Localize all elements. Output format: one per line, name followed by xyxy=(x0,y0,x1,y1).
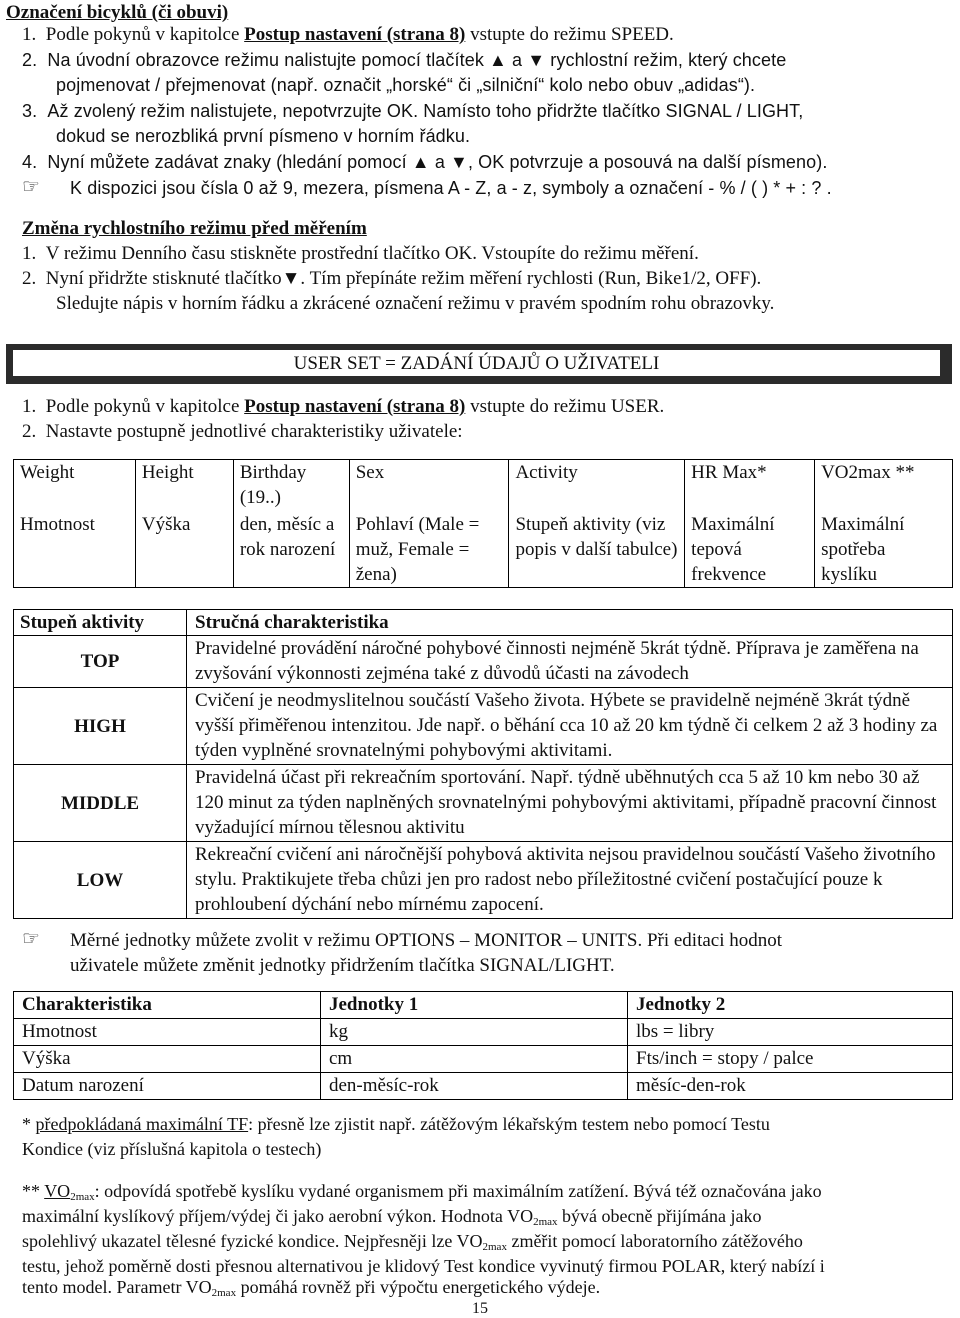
pointing-hand-icon: ☞ xyxy=(22,176,40,198)
pointing-hand-icon: ☞ xyxy=(22,928,40,950)
footnote-vo2max-line-4: testu, jehož poměrně dosti přesnou alternativou je klidový Test kondice vyvinutý firmou POLAR, který nabízí i xyxy=(22,1256,825,1276)
table-cell: Hmotnost xyxy=(14,512,136,588)
table-cell: VO2max ** xyxy=(815,460,953,513)
step-1: 1. Podle pokynů v kapitolce Postup nastavení (strana 8) vstupte do režimu SPEED. xyxy=(22,24,674,45)
speed-step-1: 1. V režimu Denního času stiskněte prostřední tlačítko OK. Vstoupíte do režimu měření. xyxy=(22,243,699,264)
level-description: Cvičení je neodmyslitelnou součástí Vašeho života. Hýbete se pravidelně nejméně 3krát týdně vyšší přiměřenou intenzitou. Jde např. o běhání cca 10 až 20 km týdně či celkem 2 až 3 hodiny za týden vyplněné srovnatelnými pohybovými aktivitami. xyxy=(187,688,953,765)
table-row xyxy=(14,765,953,842)
step-4: 4. Nyní můžete zadávat znaky (hledání pomocí ▲ a ▼, OK potvrzuje a posouvá na další písmeno). xyxy=(22,152,828,172)
footnote-hr-max: * předpokládaná maximální TF: přesně lze zjistit např. zátěžovým lékařským testem nebo pomocí Testu xyxy=(22,1114,770,1134)
table-row xyxy=(14,460,953,513)
table-cell: měsíc-den-rok xyxy=(628,1073,953,1100)
activity-levels-table xyxy=(13,609,953,919)
table-cell: Maximální tepová frekvence xyxy=(685,512,815,588)
table-cell: Maximální spotřeba kyslíku xyxy=(815,512,953,588)
level-label: LOW xyxy=(14,842,187,919)
banner-title: USER SET = ZADÁNÍ ÚDAJŮ O UŽIVATELI xyxy=(293,353,660,374)
step-3-cont: dokud se nerozbliká první písmeno v horním řádku. xyxy=(56,126,471,146)
level-label: TOP xyxy=(14,636,187,688)
table-header-row xyxy=(14,992,953,1019)
table-cell: Fts/inch = stopy / palce xyxy=(628,1046,953,1073)
table-row xyxy=(14,1046,953,1073)
table-row xyxy=(14,636,953,688)
speed-step-2: 2. Nyní přidržte stisknuté tlačítko▼. Tím přepínáte režim měření rychlosti (Run, Bike1/2, OFF). xyxy=(22,268,762,289)
table-header-row xyxy=(14,610,953,636)
link-postup-nastaveni-2[interactable]: Postup nastavení (strana 8) xyxy=(244,396,466,417)
step-2-cont: pojmenovat / přejmenovat (např. označit „horské“ či „silniční“ kolo nebo obuv „adidas“). xyxy=(56,75,756,95)
footnote-vo2max-line-5: tento model. Parametr $VO_{2max}$ pomáhá rovněž při výpočtu energetického výdeje. xyxy=(22,1277,601,1299)
table-row xyxy=(14,1019,953,1046)
table-cell: Height xyxy=(135,460,233,513)
column-header-description: Stručná charakteristika xyxy=(187,610,953,636)
table-cell: Activity xyxy=(509,460,685,513)
table-row xyxy=(14,842,953,919)
speed-step-2-cont: Sledujte nápis v horním řádku a zkrácené označení režimu v pravém spodním rohu obrazovky. xyxy=(56,293,775,314)
level-description: Pravidelné provádění náročné pohybové činnosti nejméně 5krát týdně. Příprava je zaměřena na zvyšování výkonnosti zejména také z důvodů účasti na závodech xyxy=(187,636,953,688)
user-characteristics-table xyxy=(13,459,953,588)
page-number: 15 xyxy=(472,1300,488,1317)
step-2: 2. Na úvodní obrazovce režimu nalistujte pomocí tlačítek ▲ a ▼ rychlostní režim, který chcete xyxy=(22,50,787,70)
units-tip-line-2: uživatele můžete změnit jednotky přidržením tlačítka SIGNAL/LIGHT. xyxy=(70,955,615,976)
units-table xyxy=(13,991,953,1100)
section-title-speed-mode: Změna rychlostního režimu před měřením xyxy=(22,218,367,239)
link-postup-nastaveni[interactable]: Postup nastavení (strana 8) xyxy=(244,24,466,45)
footnote-vo2max-line-2: maximální kyslíkový příjem/výdej či jako aerobní výkon. Hodnota $VO_{2max}$ bývá obecně přijímána jako xyxy=(22,1206,762,1228)
table-row xyxy=(14,1073,953,1100)
table-cell: Birthday (19..) xyxy=(233,460,349,513)
table-cell: kg xyxy=(321,1019,628,1046)
table-cell: den, měsíc a rok narození xyxy=(233,512,349,588)
column-header-level: Stupeň aktivity xyxy=(14,610,187,636)
step-3: 3. Až zvolený režim nalistujete, nepotvrzujte OK. Namísto toho přidržte tlačítko SIGNAL / LIGHT, xyxy=(22,101,804,121)
column-header: Jednotky 1 xyxy=(321,992,628,1019)
table-row xyxy=(14,512,953,588)
table-row xyxy=(14,688,953,765)
table-cell: cm xyxy=(321,1046,628,1073)
section-title-bike-naming: Označení bicyklů (či obuvi) xyxy=(6,2,229,23)
column-header: Jednotky 2 xyxy=(628,992,953,1019)
table-cell: Sex xyxy=(349,460,509,513)
table-cell: Pohlaví (Male = muž, Female = žena) xyxy=(349,512,509,588)
units-tip-line-1: Měrné jednotky můžete zvolit v režimu OPTIONS – MONITOR – UNITS. Při editaci hodnot xyxy=(70,930,783,951)
level-description: Rekreační cvičení ani náročnější pohybová aktivita nejsou pravidelnou součástí Vašeho životního stylu. Praktikujete třeba chůzi jen pro radost nebo příležitostné cvičení postačující pouze k prohloubení dýchání nebo mírnému zapocení. xyxy=(187,842,953,919)
table-cell: Weight xyxy=(14,460,136,513)
table-cell: Výška xyxy=(135,512,233,588)
table-cell: Stupeň aktivity (viz popis v další tabulce) xyxy=(509,512,685,588)
user-set-banner xyxy=(6,344,952,384)
level-label: HIGH xyxy=(14,688,187,765)
table-cell: den-měsíc-rok xyxy=(321,1073,628,1100)
table-cell: Datum narození xyxy=(14,1073,321,1100)
table-cell: Hmotnost xyxy=(14,1019,321,1046)
level-label: MIDDLE xyxy=(14,765,187,842)
table-cell: lbs = libry xyxy=(628,1019,953,1046)
column-header: Charakteristika xyxy=(14,992,321,1019)
footnote-hr-max-cont: Kondice (viz příslušná kapitola o testech) xyxy=(22,1139,322,1159)
table-cell: Výška xyxy=(14,1046,321,1073)
footnote-vo2max: ** $VO_{2max}$: odpovídá spotřebě kyslíku vydané organismem při maximálním zatížení. Bývá též označována jako xyxy=(22,1181,822,1203)
user-step-1: 1. Podle pokynů v kapitolce Postup nastavení (strana 8) vstupte do režimu USER. xyxy=(22,396,665,417)
table-cell: HR Max* xyxy=(685,460,815,513)
user-step-2: 2. Nastavte postupně jednotlivé charakteristiky uživatele: xyxy=(22,421,463,442)
footnote-vo2max-line-3: spolehlivý ukazatel tělesné fyzické kondice. Nejpřesněji lze $VO_{2max}$ změřit pomocí laboratorního zátěžového xyxy=(22,1231,803,1253)
level-description: Pravidelná účast při rekreačním sportování. Např. týdně uběhnutých cca 5 až 10 km nebo 30 až 120 minut za týden naplněných srovnatelnými pohybovými aktivitami, případně pracovní činnost vyžadující mírnou tělesnou aktivitu xyxy=(187,765,953,842)
tip-characters: K dispozici jsou čísla 0 až 9, mezera, písmena A - Z, a - z, symboly a označení - % / ( ) * + : ? . xyxy=(70,178,832,198)
